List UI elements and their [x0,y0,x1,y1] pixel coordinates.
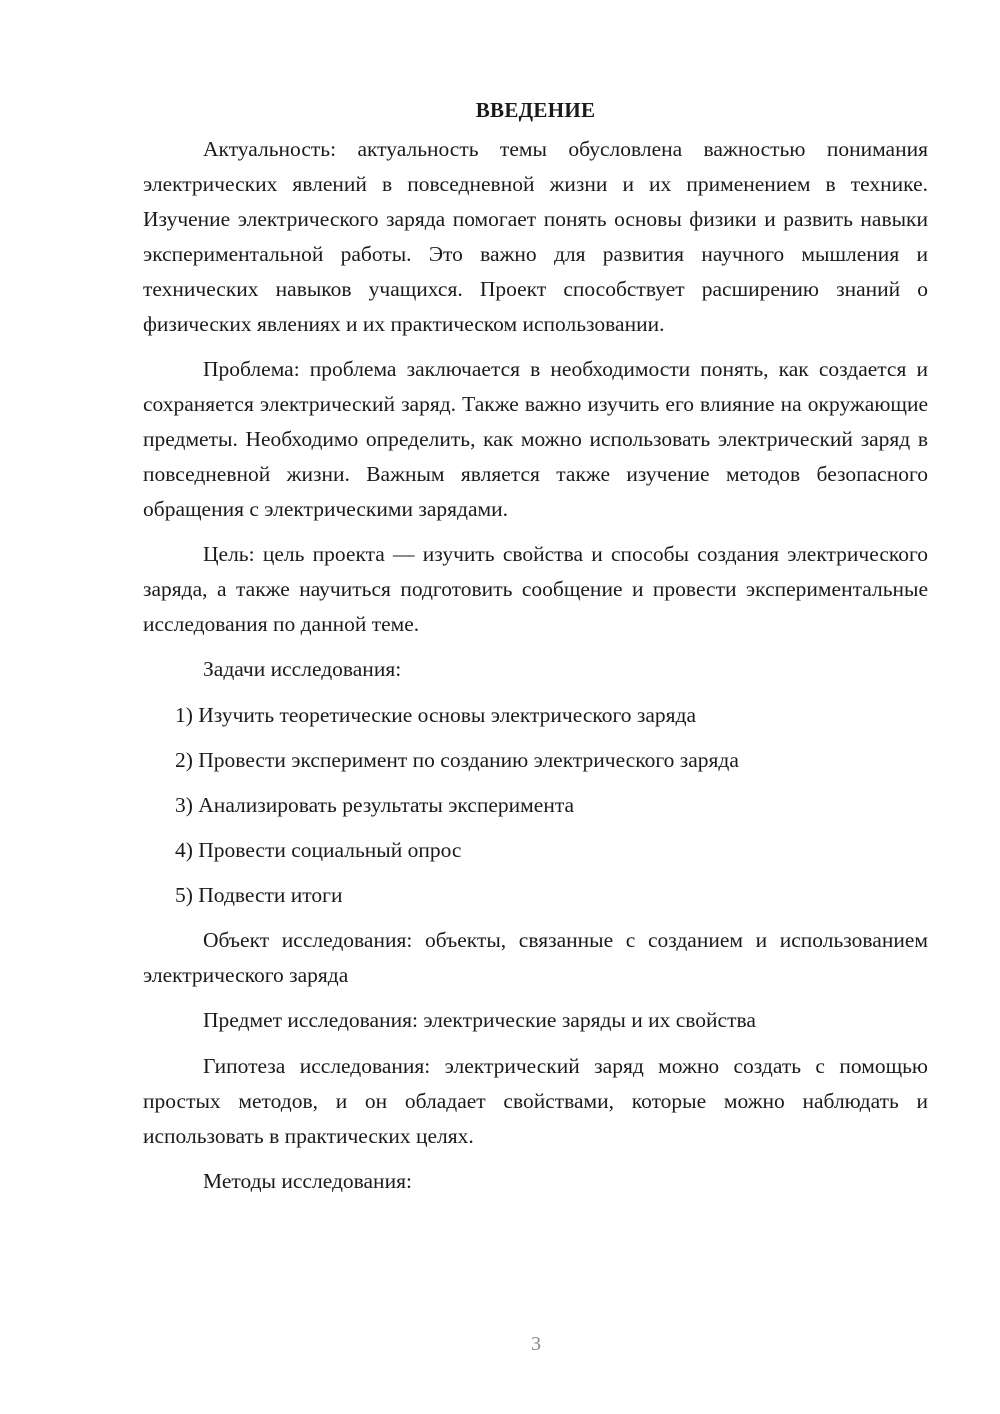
paragraph-hypothesis: Гипотеза исследования: электрический заряд можно создать с помощью простых методов, и он обладает свойствами, которые можно наблюдать и использовать в практических целях. [143,1054,928,1148]
section-heading: ВВЕДЕНИЕ [475,98,596,122]
paragraph-problem: Проблема: проблема заключается в необходимости понять, как создается и сохраняется электрический заряд. Также важно изучить его влияние на окружающие предметы. Необходимо определить, как можно использовать электрический заряд в повседневной жизни. Важным является также изучение методов безопасного обращения с электрическими зарядами. [143,357,928,521]
list-item: 3) Анализировать результаты эксперимента [175,793,575,817]
paragraph-subject: Предмет исследования: электрические заряды и их свойства [203,1008,756,1032]
paragraph-goal: Цель: цель проекта — изучить свойства и способы создания электрического заряда, а также научиться подготовить сообщение и провести экспериментальные исследования по данной теме. [143,542,928,636]
list-item: 4) Провести социальный опрос [175,838,462,862]
paragraph-tasks-title: Задачи исследования: [203,657,402,681]
paragraph-relevance: Актуальность: актуальность темы обусловлена важностью понимания электрических явлений в повседневной жизни и их применением в технике. Изучение электрического заряда помогает понять основы физики и развить навыки экспериментальной работы. Это важно для развития научного мышления и технических навыков учащихся. Проект способствует расширению знаний о физических явлениях и их практическом использовании. [143,137,928,336]
paragraph-object: Объект исследования: объекты, связанные с созданием и использованием электрического заряда [143,928,928,987]
list-item: 2) Провести эксперимент по созданию электрического заряда [175,748,739,772]
document-page [143,92,928,1210]
list-item: 5) Подвести итоги [175,883,343,907]
page-number: 3 [531,1333,541,1355]
tasks-list [143,698,928,913]
list-item: 1) Изучить теоретические основы электрического заряда [175,703,697,727]
paragraph-methods-title: Методы исследования: [203,1169,412,1193]
